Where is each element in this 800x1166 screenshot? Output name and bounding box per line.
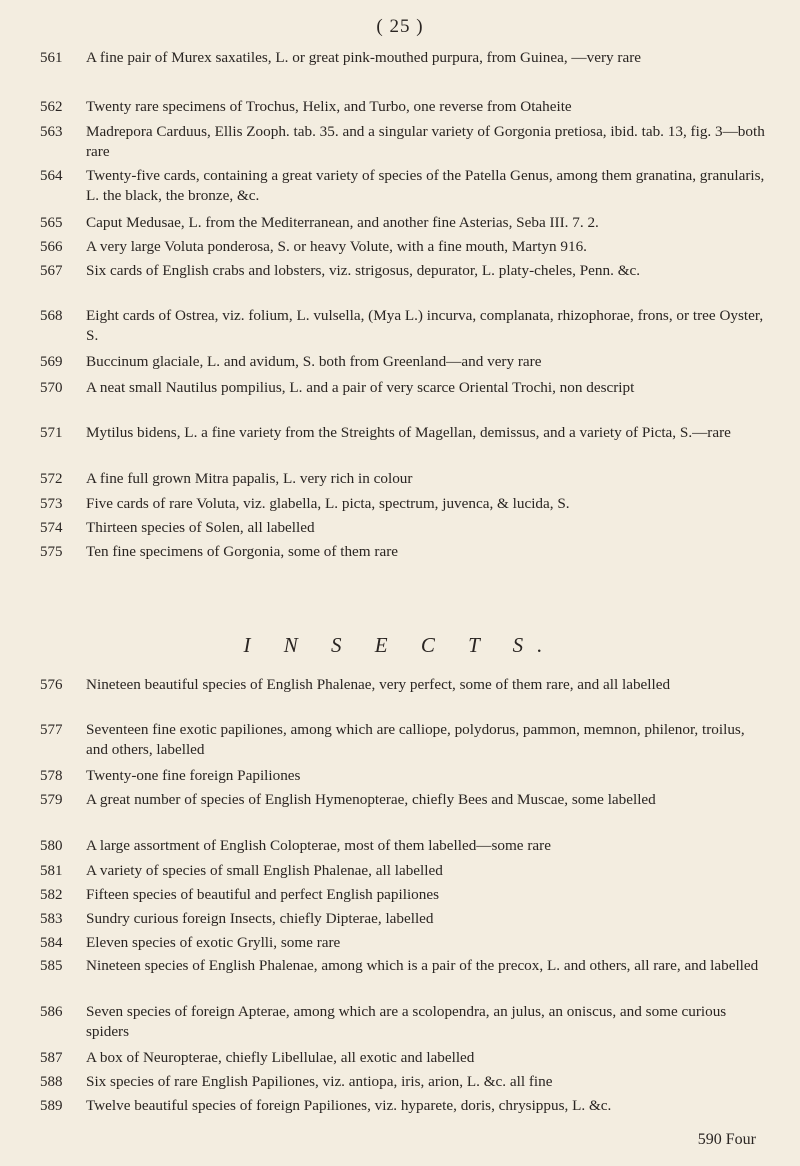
lot-description: Twenty-five cards, containing a great variety of species of the Patella Genus, among them granatina, granularis, L. the black, the bronze, &c. — [86, 167, 765, 204]
lot-number: 587 — [40, 1050, 63, 1066]
lot-entry — [40, 956, 770, 976]
lot-entry — [40, 378, 770, 398]
lot-description: A variety of species of small English Phalenae, all labelled — [86, 862, 443, 879]
lot-entry — [40, 766, 770, 786]
lot-number: 578 — [40, 768, 63, 784]
lot-entry — [40, 885, 770, 905]
lot-description: A very large Voluta ponderosa, S. or heavy Volute, with a fine mouth, Martyn 916. — [86, 238, 587, 255]
lot-description: Twenty rare specimens of Trochus, Helix, and Turbo, one reverse from Otaheite — [86, 98, 572, 115]
lot-entry — [40, 542, 770, 562]
lot-number: 575 — [40, 544, 63, 560]
lot-number: 588 — [40, 1074, 63, 1090]
lot-entry — [40, 1096, 760, 1116]
lot-description: Buccinum glaciale, L. and avidum, S. both from Greenland—and very rare — [86, 353, 542, 370]
lot-description: Five cards of rare Voluta, viz. glabella, L. picta, spectrum, juvenca, & lucida, S. — [86, 495, 570, 512]
lot-number: 567 — [40, 263, 63, 279]
lot-entry — [40, 1048, 770, 1068]
lot-description: Seventeen fine exotic papiliones, among which are calliope, polydorus, pammon, memnon, philenor, troilus, and others, labelled — [86, 721, 745, 758]
lot-description: A fine full grown Mitra papalis, L. very rich in colour — [86, 470, 413, 487]
lot-number: 561 — [40, 50, 63, 66]
lot-number: 573 — [40, 496, 63, 512]
lot-description: Mytilus bidens, L. a fine variety from the Streights of Magellan, demissus, and a variety of Picta, S.—rare — [86, 424, 731, 441]
lot-number: 563 — [40, 124, 63, 140]
lot-description: Fifteen species of beautiful and perfect English papiliones — [86, 886, 439, 903]
lot-entry — [40, 836, 770, 856]
lot-number: 576 — [40, 677, 63, 693]
lot-entry — [40, 1002, 770, 1042]
lot-description: Nineteen species of English Phalenae, among which is a pair of the precox, L. and others, all rare, and labelled — [86, 957, 759, 974]
lot-description: Seven species of foreign Apterae, among which are a scolopendra, an julus, an oniscus, and some curious spiders — [86, 1003, 727, 1040]
lot-description: Eleven species of exotic Grylli, some rare — [86, 934, 341, 951]
lot-number: 589 — [40, 1098, 63, 1114]
lot-number: 572 — [40, 471, 63, 487]
lot-description: Twenty-one fine foreign Papiliones — [86, 767, 301, 784]
lot-entry — [40, 790, 770, 810]
lot-entry — [40, 469, 770, 489]
lot-description: Six species of rare English Papiliones, viz. antiopa, iris, arion, L. &c. all fine — [86, 1073, 553, 1090]
lot-description: Six cards of English crabs and lobsters, viz. strigosus, depurator, L. platy-cheles, Penn. &c. — [86, 262, 641, 279]
lot-number: 574 — [40, 520, 63, 536]
lot-number: 584 — [40, 935, 63, 951]
lot-description: Nineteen beautiful species of English Phalenae, very perfect, some of them rare, and all labelled — [86, 676, 671, 693]
lot-number: 566 — [40, 239, 63, 255]
lot-description: A fine pair of Murex saxatiles, L. or great pink-mouthed purpura, from Guinea, —very rare — [86, 49, 642, 66]
lot-description: Twelve beautiful species of foreign Papiliones, viz. hyparete, doris, chrysippus, L. &c. — [86, 1097, 612, 1114]
lot-description: Eight cards of Ostrea, viz. folium, L. vulsella, (Mya L.) incurva, complanata, rhizophorae, frons, or tree Oyster, S. — [86, 307, 764, 344]
lot-number: 569 — [40, 354, 63, 370]
lot-description: Caput Medusae, L. from the Mediterranean, and another fine Asterias, Seba III. 7. 2. — [86, 214, 599, 231]
lot-description: A large assortment of English Colopterae, most of them labelled—some rare — [86, 837, 551, 854]
lot-number: 565 — [40, 215, 63, 231]
lot-entry — [40, 166, 770, 206]
lot-entry — [40, 423, 770, 443]
lot-entry — [40, 909, 770, 929]
lot-entry — [40, 237, 770, 257]
lot-entry — [40, 720, 770, 760]
lot-description: A great number of species of English Hymenopterae, chiefly Bees and Muscae, some labelled — [86, 791, 656, 808]
lot-number: 583 — [40, 911, 63, 927]
lot-entry — [40, 494, 770, 514]
lot-number: 562 — [40, 99, 63, 115]
lot-entry — [40, 122, 770, 162]
lot-entry — [40, 306, 770, 346]
lot-entry — [40, 97, 770, 117]
lot-entry — [40, 518, 770, 538]
lot-entry — [40, 861, 770, 881]
lot-number: 571 — [40, 425, 63, 441]
lot-number: 581 — [40, 863, 63, 879]
lot-entry — [40, 48, 770, 68]
lot-description: A neat small Nautilus pompilius, L. and a pair of very scarce Oriental Trochi, non descript — [86, 379, 635, 396]
lot-description: A box of Neuropterae, chiefly Libellulae, all exotic and labelled — [86, 1049, 475, 1066]
lot-entry — [40, 1072, 770, 1092]
catchword: 590 Four — [697, 1131, 756, 1148]
lot-entry — [40, 933, 770, 953]
lot-number: 570 — [40, 380, 63, 396]
lot-number: 586 — [40, 1004, 63, 1020]
lot-description: Madrepora Carduus, Ellis Zooph. tab. 35. and a singular variety of Gorgonia pretiosa, ibid. tab. 13, fig. 3—both rare — [86, 123, 765, 160]
lot-number: 579 — [40, 792, 63, 808]
lot-number: 568 — [40, 308, 63, 324]
lot-entry — [40, 352, 770, 372]
section-heading: I N S E C T S. — [243, 633, 557, 657]
lot-number: 582 — [40, 887, 63, 903]
lot-entry — [40, 261, 770, 281]
lot-number: 585 — [40, 958, 63, 974]
lot-number: 564 — [40, 168, 63, 184]
lot-number: 577 — [40, 722, 63, 738]
lot-number: 580 — [40, 838, 63, 854]
lot-description: Ten fine specimens of Gorgonia, some of them rare — [86, 543, 399, 560]
lot-entry — [40, 213, 770, 233]
lot-description: Thirteen species of Solen, all labelled — [86, 519, 315, 536]
page-number: ( 25 ) — [376, 16, 424, 37]
lot-description: Sundry curious foreign Insects, chiefly Dipterae, labelled — [86, 910, 434, 927]
lot-entry — [40, 675, 770, 695]
